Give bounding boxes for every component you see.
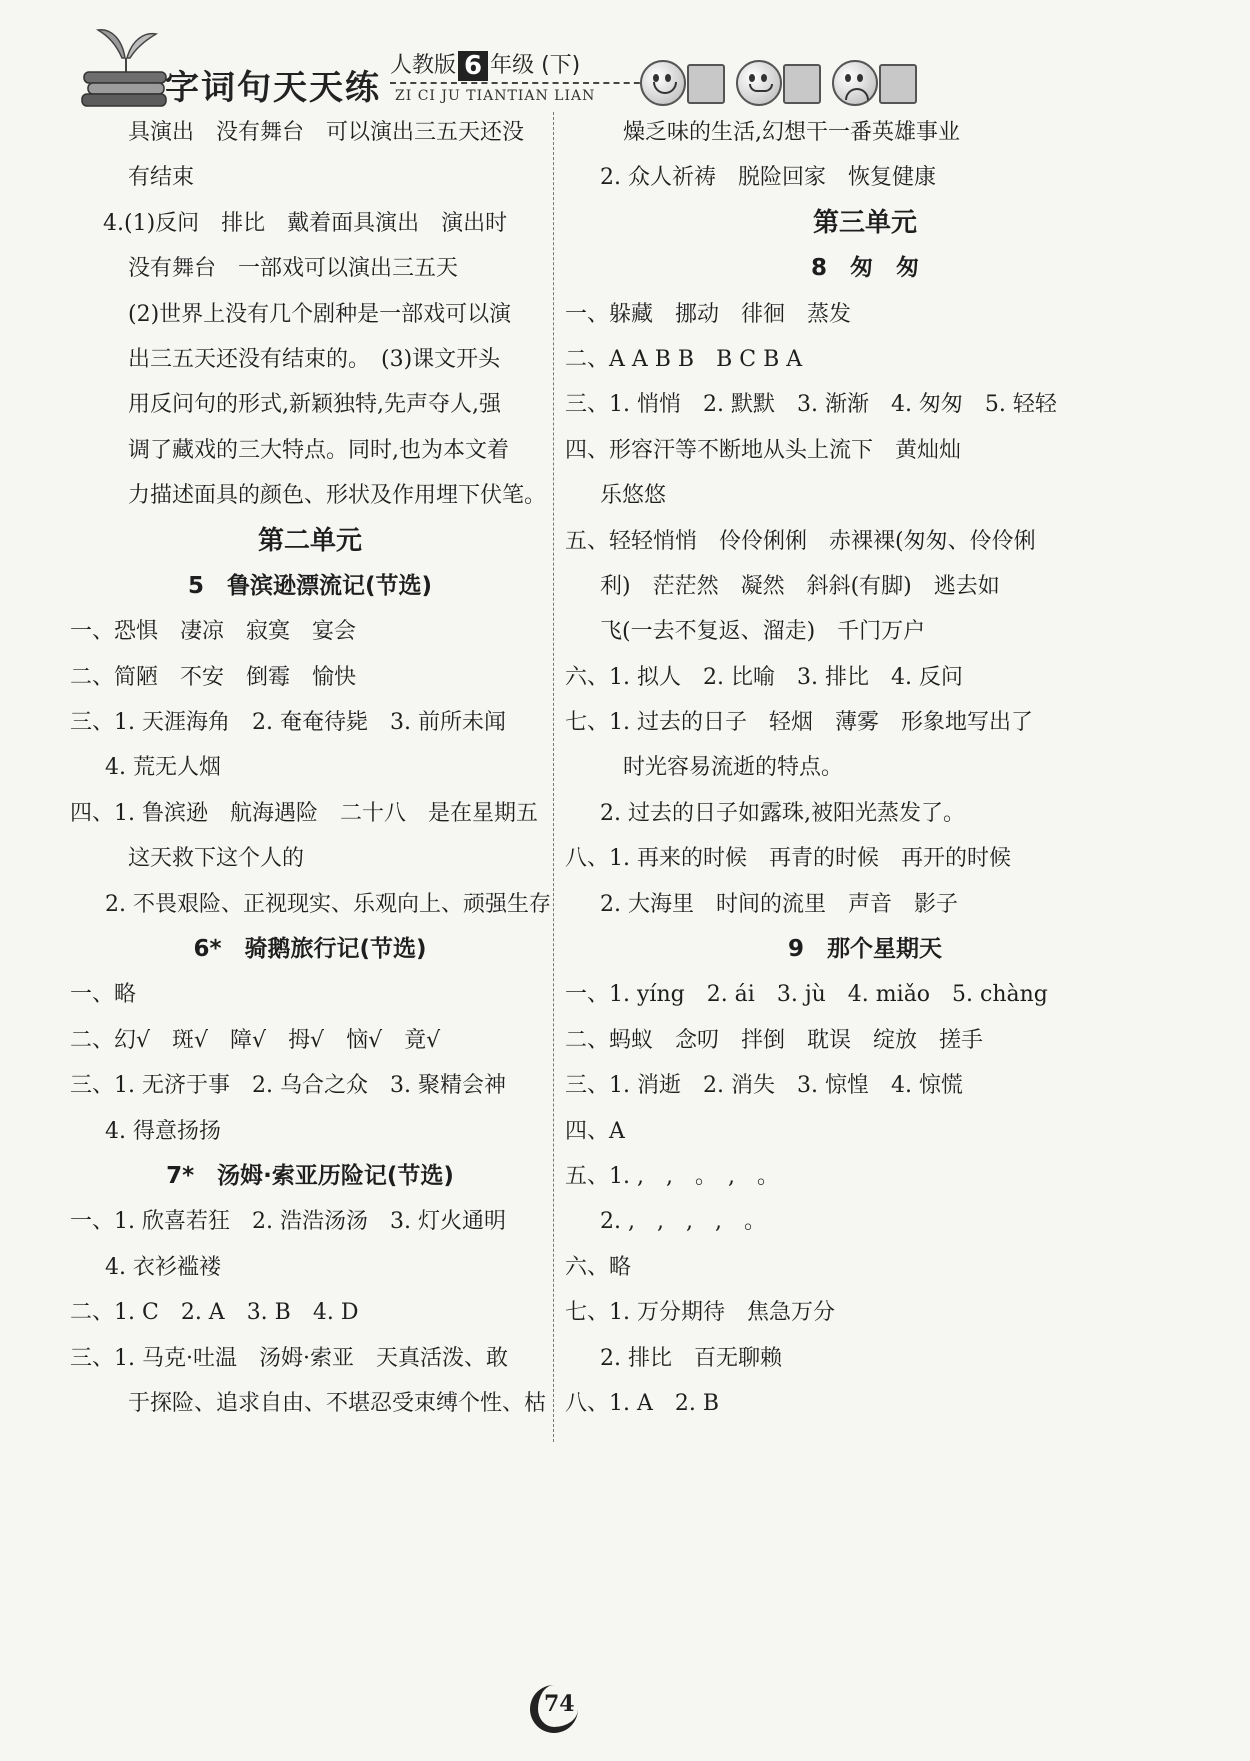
answer-line: 飞(一去不复返、溜走) 千门万户 [600,619,926,645]
page-header [70,18,1180,113]
answer-line: 4. 荒无人烟 [105,755,221,781]
left-column [70,110,550,1426]
header-dash-line [390,82,650,84]
lesson-title: 7* 汤姆·索亚历险记(节选) [166,1162,454,1189]
answer-line: 三、1. 无济于事 2. 乌合之众 3. 聚精会神 [70,1073,506,1099]
answer-line: 四、A [565,1118,625,1144]
answer-line: 用反问句的形式,新颖独特,先声夺人,强 [128,392,501,418]
answer-line: 八、1. A 2. B [565,1390,720,1416]
answer-line: 四、1. 鲁滨逊 航海遇险 二十八 是在星期五 [70,800,538,826]
edition-prefix: 人教版 [390,53,457,78]
answer-line: 三、1. 马克·吐温 汤姆·索亚 天真活泼、敢 [70,1345,508,1371]
score-box-happy[interactable] [687,64,725,104]
right-column [565,110,1165,1426]
answer-line: 一、1. yíng 2. ái 3. jù 4. miǎo 5. chàng [565,982,1048,1008]
answer-line: 具演出 没有舞台 可以演出三五天还没 [128,120,525,145]
lesson-title: 8 匆 匆 [810,255,919,282]
answer-line: 四、形容汗等不断地从头上流下 黄灿灿 [565,437,962,463]
answer-line: 2. 大海里 时间的流里 声音 影子 [600,891,958,917]
unit-heading: 第二单元 [257,525,362,556]
answer-line: 2. 不畏艰险、正视现实、乐观向上、顽强生存 [105,891,551,917]
answer-line: 八、1. 再来的时候 再青的时候 再开的时候 [565,846,1011,872]
grade-badge: 6 [458,51,488,81]
answer-line: 2. 排比 百无聊赖 [600,1345,782,1371]
answer-line: 二、简陋 不安 倒霉 愉快 [70,664,357,690]
answer-line: 出三五天还没有结束的。 (3)课文开头 [128,346,501,372]
answer-line: 六、略 [565,1254,632,1280]
book-sprout-logo-icon [80,18,170,110]
unit-heading: 第三单元 [812,207,917,238]
answer-line: 2. , , , , 。 [600,1209,766,1235]
page-number-text: 74 [544,1691,575,1717]
answer-line: 二、蚂蚁 念叨 拌倒 耽误 绽放 搓手 [565,1027,984,1053]
answer-line: (2)世界上没有几个剧种是一部戏可以演 [128,301,512,327]
answer-line: 2. 过去的日子如露珠,被阳光蒸发了。 [600,800,965,826]
answer-line: 4. 得意扬扬 [105,1118,221,1144]
edition-label [390,48,580,81]
answer-line: 六、1. 拟人 2. 比喻 3. 排比 4. 反问 [565,664,963,690]
answer-line: 这天救下这个人的 [128,846,305,872]
answer-line: 一、躲藏 挪动 徘徊 蒸发 [565,301,852,327]
answer-line: 4. 衣衫褴褛 [105,1254,221,1280]
answer-line: 二、幻√ 斑√ 障√ 拇√ 恼√ 竟√ [70,1027,441,1053]
answer-line: 一、恐惧 凄凉 寂寞 宴会 [70,619,357,645]
title-pinyin: ZI CI JU TIANTIAN LIAN [395,88,596,104]
score-box-sad[interactable] [879,64,917,104]
answer-line: 二、1. C 2. A 3. B 4. D [70,1300,359,1326]
answer-line: 七、1. 过去的日子 轻烟 薄雾 形象地写出了 [565,710,1033,736]
answer-line: 一、略 [70,982,137,1008]
answer-line: 五、1. , , 。 , 。 [565,1163,779,1189]
score-box-smile[interactable] [783,64,821,104]
answer-line: 三、1. 消逝 2. 消失 3. 惊惶 4. 惊慌 [565,1073,963,1099]
column-divider [553,112,554,1442]
answer-line: 一、1. 欣喜若狂 2. 浩浩汤汤 3. 灯火通明 [70,1209,506,1235]
answer-line: 时光容易流逝的特点。 [623,755,844,781]
answer-line: 4.(1)反问 排比 戴着面具演出 演出时 [103,210,508,236]
answer-line: 调了藏戏的三大特点。同时,也为本文着 [128,437,509,463]
happy-face-icon [640,60,686,106]
answer-line: 三、1. 悄悄 2. 默默 3. 渐渐 4. 匆匆 5. 轻轻 [565,392,1057,418]
lesson-title: 5 鲁滨逊漂流记(节选) [187,572,433,599]
sad-face-icon [832,60,878,106]
answer-line: 乐悠悠 [600,483,667,509]
answer-line: 三、1. 天涯海角 2. 奄奄待毙 3. 前所未闻 [70,710,506,736]
edition-suffix: 年级 (下) [490,53,581,78]
answer-line: 燥乏味的生活,幻想干一番英雄事业 [623,120,960,145]
lesson-title: 9 那个星期天 [787,936,942,963]
lesson-title: 6* 骑鹅旅行记(节选) [193,936,427,963]
answer-line: 没有舞台 一部戏可以演出三五天 [128,256,459,282]
smile-face-icon [736,60,782,106]
page-number [530,1685,600,1735]
answer-line: 利) 茫茫然 凝然 斜斜(有脚) 逃去如 [600,573,1000,599]
answer-line: 五、轻轻悄悄 伶伶俐俐 赤裸裸(匆匆、伶伶俐 [565,528,1036,554]
book-title: 字词句天天练 [165,68,381,108]
answer-line: 力描述面具的颜色、形状及作用埋下伏笔。 [128,483,547,509]
answer-line: 2. 众人祈祷 脱险回家 恢复健康 [600,165,936,191]
answer-line: 二、A A B B B C B A [565,346,803,372]
answer-line: 七、1. 万分期待 焦急万分 [565,1300,835,1326]
answer-line: 于探险、追求自由、不堪忍受束缚个性、枯 [128,1390,547,1416]
answer-line: 有结束 [128,165,195,191]
